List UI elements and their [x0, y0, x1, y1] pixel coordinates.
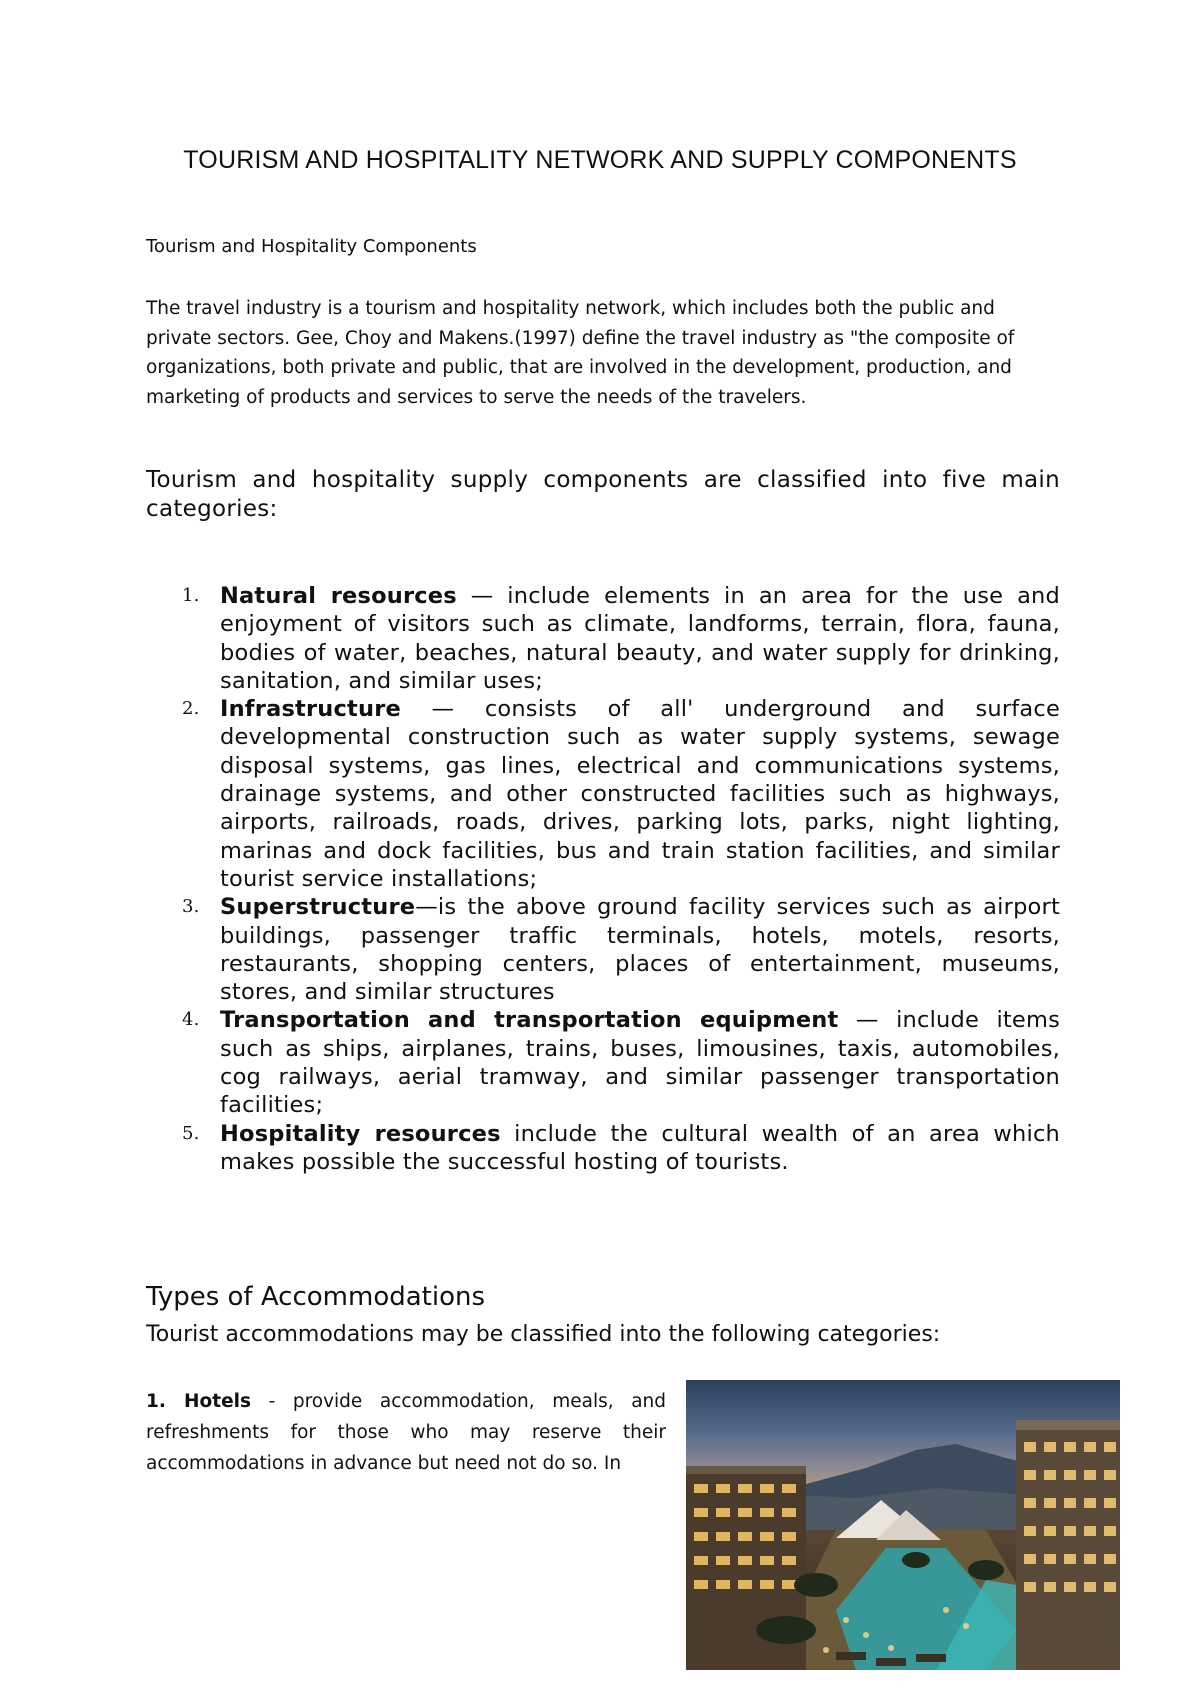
list-term: Infrastructure	[220, 696, 401, 723]
list-item	[146, 893, 1060, 1006]
list-text: — include items such as ships, airplanes, trains, buses, limousines, taxis, automobiles, cog railways, aerial tramway, and similar passenger transportation facilities;	[220, 1007, 1061, 1119]
list-item	[146, 582, 1060, 695]
hotels-text: - provide accommodation, meals, and refreshments for those who may reserve their accommodations in advance but need not do so. In	[146, 1391, 667, 1474]
hotel-resort-photo	[686, 1380, 1120, 1670]
accommodations-heading: Types of Accommodations	[146, 1282, 486, 1312]
list-number: 1.	[182, 585, 200, 606]
list-number: 2.	[182, 698, 200, 720]
list-number: 5.	[182, 1122, 200, 1144]
list-number: 4.	[182, 1009, 200, 1031]
list-number: 3.	[182, 896, 200, 918]
document-title: TOURISM AND HOSPITALITY NETWORK AND SUPPLY COMPONENTS	[183, 146, 1017, 174]
accommodations-intro: Tourist accommodations may be classified into the following categories:	[146, 1322, 941, 1347]
list-term: Natural resources	[220, 583, 457, 609]
list-item	[146, 1006, 1060, 1119]
components-list	[146, 582, 1060, 1176]
list-term: Superstructure	[220, 894, 416, 921]
list-text: include the cultural wealth of an area which makes possible the successful hosting of tourists.	[220, 1120, 1060, 1175]
list-text: — consists of all' underground and surface developmental construction such as water supply systems, sewage disposal systems, gas lines, electrical and communications systems, drainage systems, and other constructed facilities such as highways, airports, railroads, roads, drives, parking lots, parks, night lighting, marinas and dock facilities, bus and train station facilities, and similar tourist service installations;	[220, 696, 1060, 892]
hotel-photo-illustration	[686, 1380, 1120, 1670]
list-item	[146, 1120, 1060, 1177]
hotels-term: 1. Hotels	[146, 1391, 251, 1412]
list-text: — include elements in an area for the use and enjoyment of visitors such as climate, landforms, terrain, flora, fauna, bodies of water, beaches, natural beauty, and water supply for drinking, sanitation, and similar uses;	[220, 583, 1060, 694]
list-text: —is the above ground facility services such as airport buildings, passenger traffic terminals, hotels, motels, resorts, restaurants, shopping centers, places of entertainment, museums, stores, and similar structures	[220, 894, 1060, 1006]
list-term: Transportation and transportation equipment	[220, 1007, 839, 1034]
list-item	[146, 695, 1060, 893]
intro-paragraph: The travel industry is a tourism and hospitality network, which includes both the public and private sectors. Gee, Choy and Makens.(1997) define the travel industry as "the composite of organizations, both private and public, that are involved in the development, production, and marketing of products and services to serve the needs of the travelers.	[146, 298, 1015, 408]
components-lead: Tourism and hospitality supply components are classified into five main categories:	[146, 467, 1060, 522]
section-subheading: Tourism and Hospitality Components	[146, 236, 477, 257]
list-term: Hospitality resources	[220, 1120, 501, 1147]
hotels-paragraph	[146, 1386, 666, 1479]
